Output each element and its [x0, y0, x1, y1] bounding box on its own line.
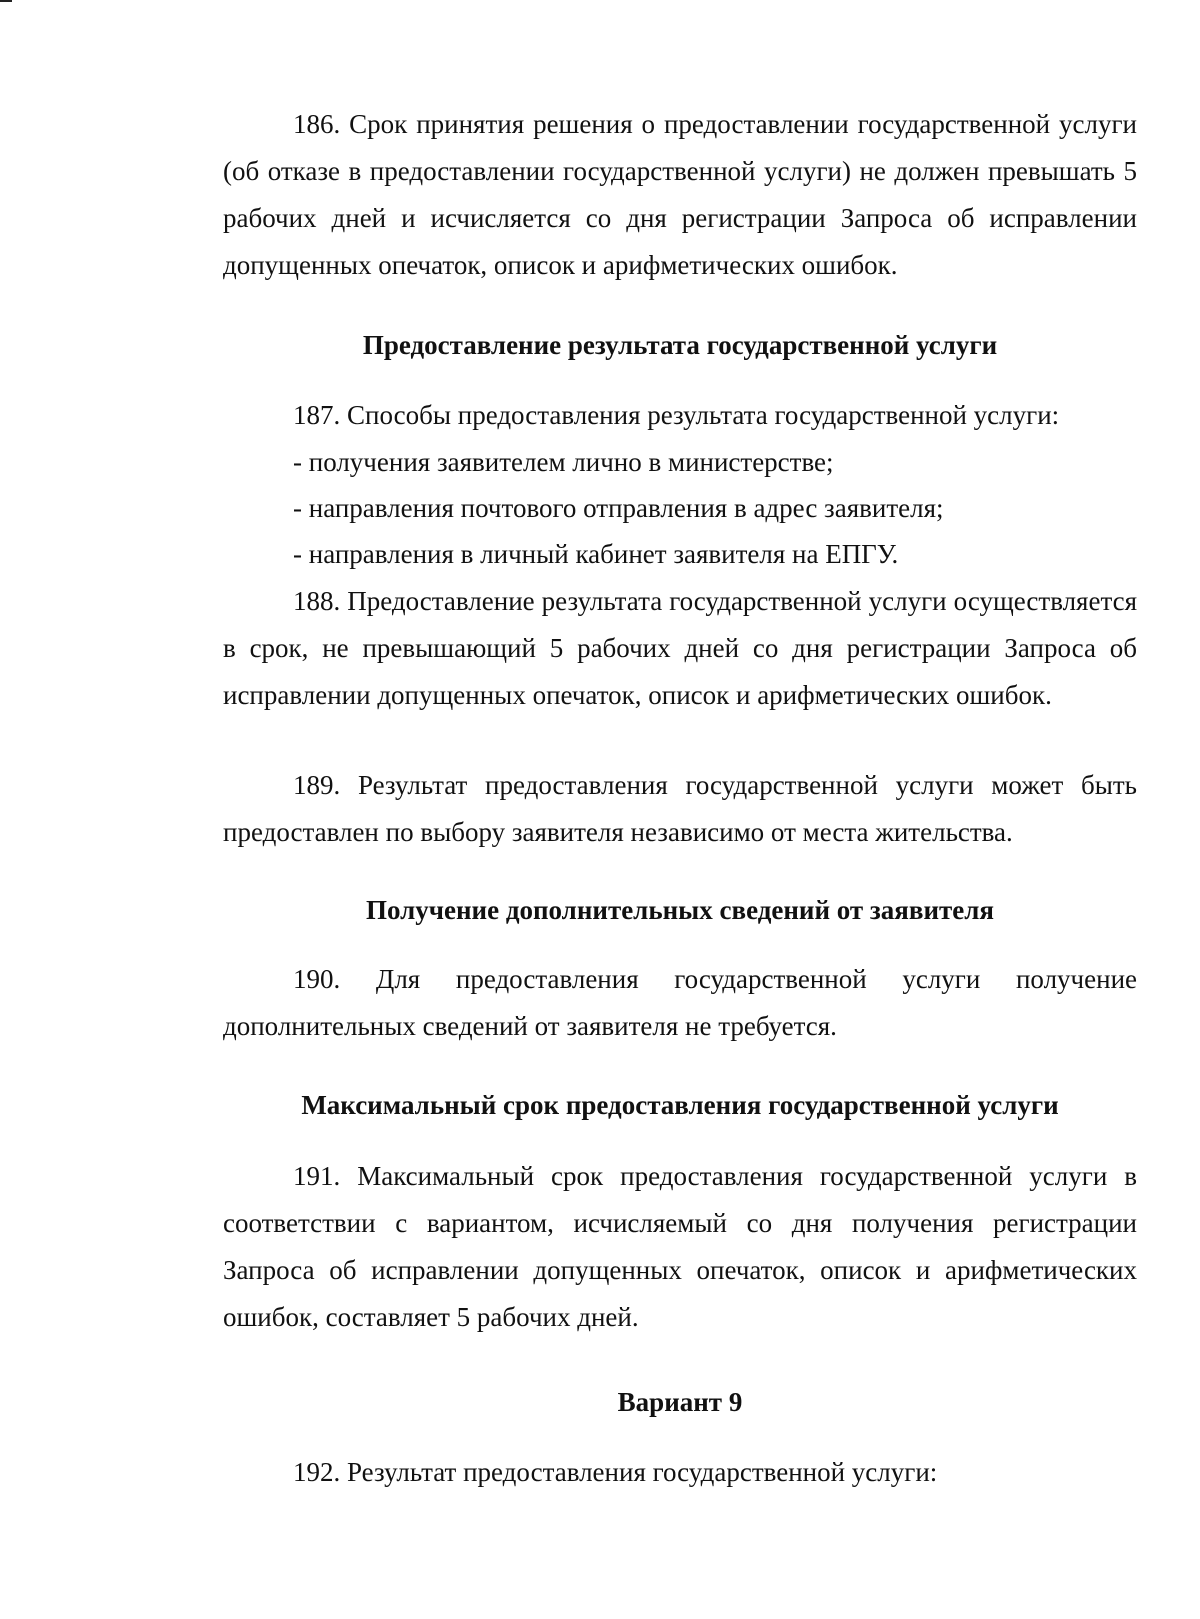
heading-result-provision: Предоставление результата государственной услуги	[362, 330, 998, 360]
paragraph-186: 186. Срок принятия решения о предоставлении государственной услуги (об отказе в предоставлении государственной услуги) не должен превышать 5 рабочих дней и исчисляется со дня регистрации Запроса об исправлении допущенных опечаток, описок и арифметических ошибок.	[223, 109, 1137, 280]
paragraph-192: 192. Результат предоставления государственной услуги:	[293, 1457, 938, 1487]
paragraph-188: 188. Предоставление результата государственной услуги осуществляется в срок, не превышающий 5 рабочих дней со дня регистрации Запроса об исправлении допущенных опечаток, описок и арифметических ошибок.	[223, 586, 1137, 710]
list-item-187-1: - получения заявителем лично в министерстве;	[293, 447, 834, 477]
scan-artifact	[0, 0, 12, 2]
paragraph-187: 187. Способы предоставления результата государственной услуги:	[293, 400, 1060, 430]
list-item-187-3: - направления в личный кабинет заявителя на ЕПГУ.	[293, 539, 899, 569]
paragraph-189: 189. Результат предоставления государственной услуги может быть предоставлен по выбору заявителя независимо от места жительства.	[223, 770, 1137, 847]
paragraph-191: 191. Максимальный срок предоставления государственной услуги в соответствии с вариантом, исчисляемый со дня получения регистрации Запроса об исправлении допущенных опечаток, описок и арифметических ошибок, составляет 5 рабочих дней.	[223, 1161, 1137, 1332]
paragraph-190: 190. Для предоставления государственной услуги получение дополнительных сведений от заявителя не требуется.	[223, 964, 1137, 1041]
heading-max-term: Максимальный срок предоставления государственной услуги	[301, 1090, 1059, 1120]
heading-additional-info: Получение дополнительных сведений от заявителя	[365, 895, 995, 925]
list-item-187-2: - направления почтового отправления в адрес заявителя;	[293, 493, 944, 523]
heading-variant-9: Вариант 9	[617, 1387, 743, 1417]
